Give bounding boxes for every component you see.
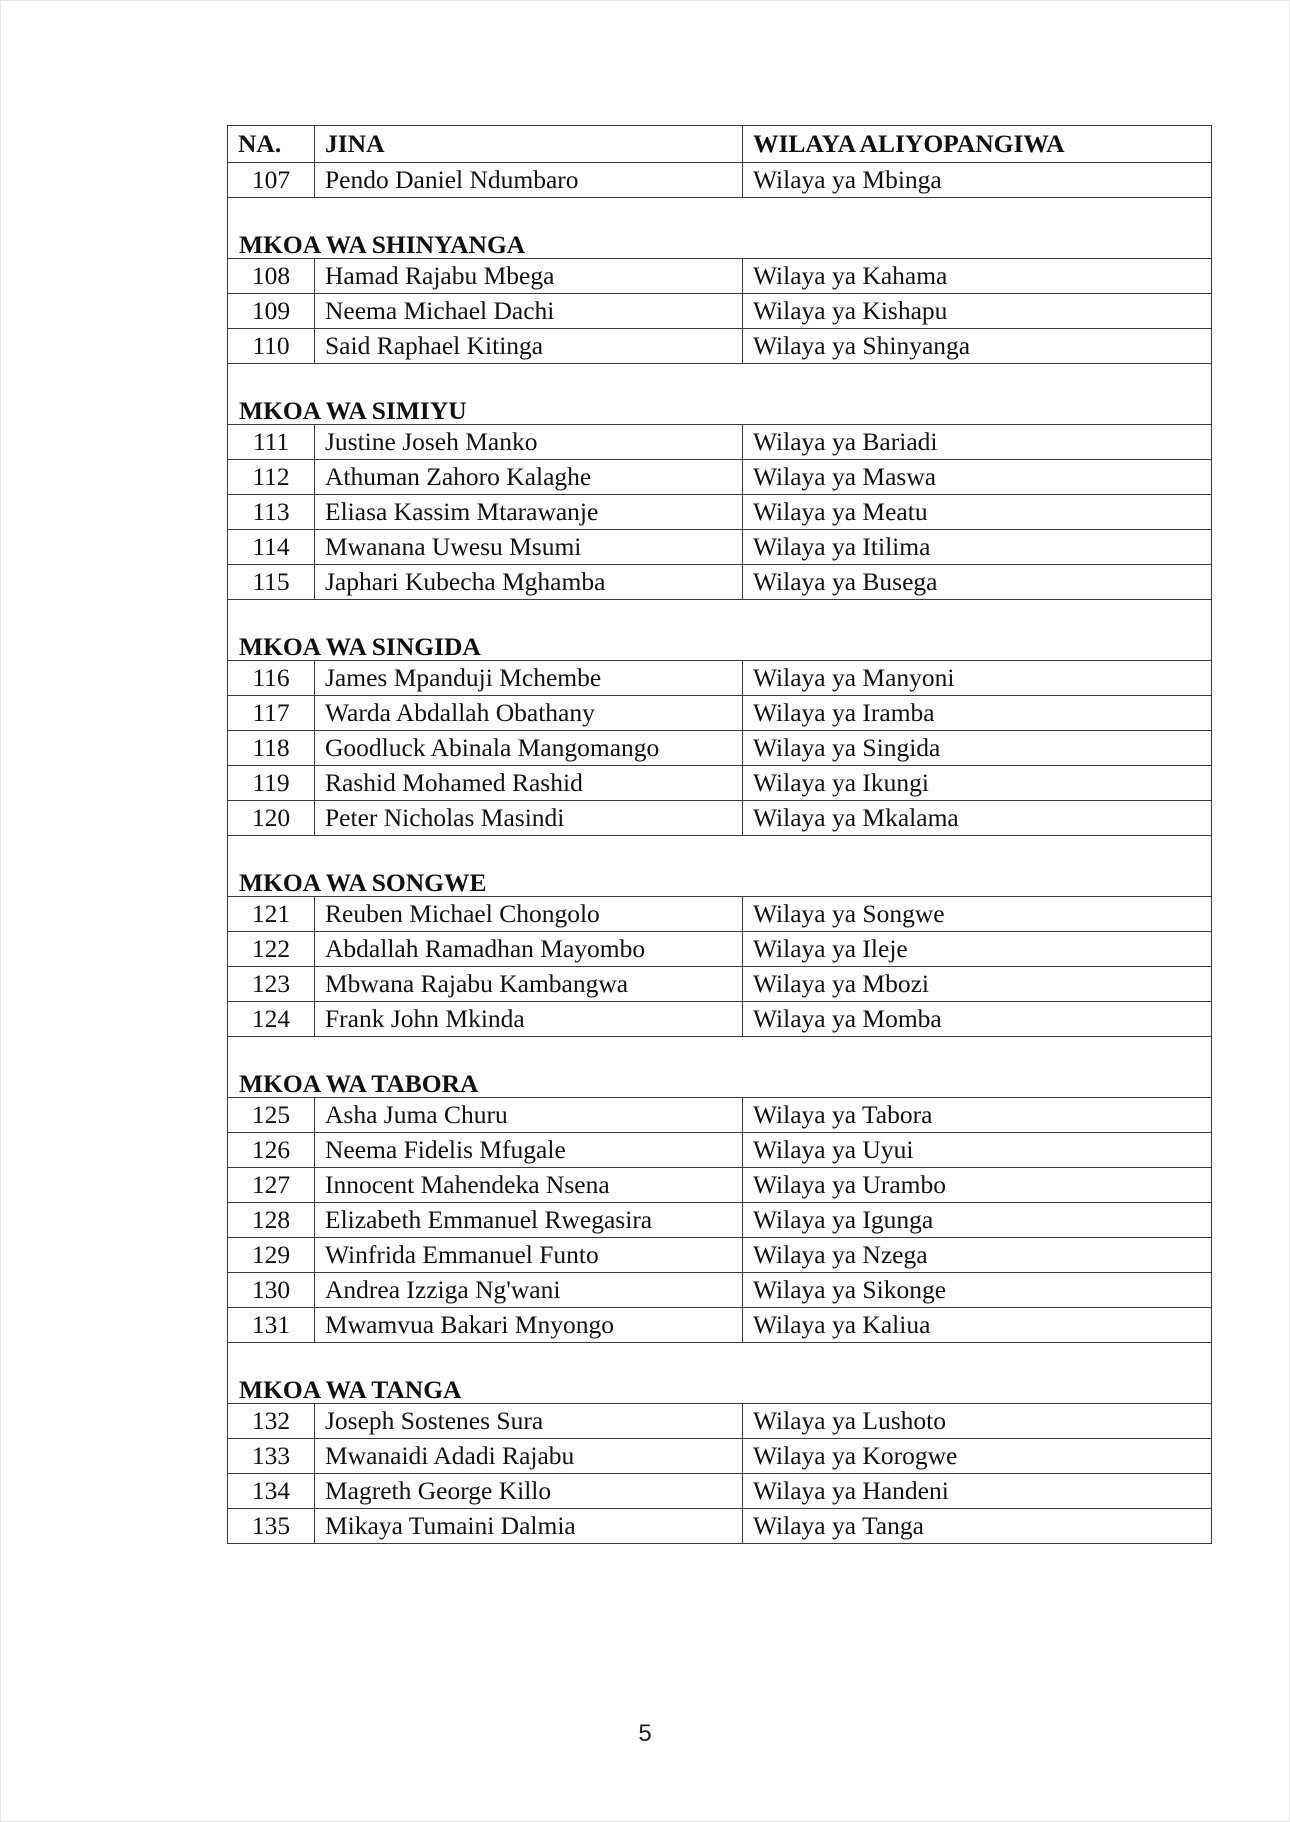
row-district: Wilaya ya Songwe <box>743 897 1212 932</box>
row-district: Wilaya ya Kaliua <box>743 1308 1212 1343</box>
row-number: 129 <box>228 1238 315 1273</box>
region-title: MKOA WA SIMIYU <box>228 364 1212 425</box>
region-row <box>228 198 1212 259</box>
row-district: Wilaya ya Itilima <box>743 530 1212 565</box>
row-name: Magreth George Killo <box>315 1474 743 1509</box>
row-district: Wilaya ya Manyoni <box>743 661 1212 696</box>
region-row <box>228 836 1212 897</box>
row-name: Said Raphael Kitinga <box>315 329 743 364</box>
table-row <box>228 1474 1212 1509</box>
row-name: Mbwana Rajabu Kambangwa <box>315 967 743 1002</box>
assignment-table <box>227 125 1212 1544</box>
table-row <box>228 967 1212 1002</box>
row-number: 111 <box>228 425 315 460</box>
row-name: Andrea Izziga Ng'wani <box>315 1273 743 1308</box>
row-district: Wilaya ya Shinyanga <box>743 329 1212 364</box>
row-name: Asha Juma Churu <box>315 1098 743 1133</box>
row-name: Mwamvua Bakari Mnyongo <box>315 1308 743 1343</box>
row-number: 118 <box>228 731 315 766</box>
row-name: Mwanana Uwesu Msumi <box>315 530 743 565</box>
table-row <box>228 696 1212 731</box>
table-row <box>228 661 1212 696</box>
row-name: Athuman Zahoro Kalaghe <box>315 460 743 495</box>
row-name: Goodluck Abinala Mangomango <box>315 731 743 766</box>
table-row <box>228 897 1212 932</box>
row-number: 125 <box>228 1098 315 1133</box>
row-district: Wilaya ya Kahama <box>743 259 1212 294</box>
table-row <box>228 801 1212 836</box>
row-district: Wilaya ya Mbinga <box>743 163 1212 198</box>
page-number: 5 <box>638 1720 652 1747</box>
row-number: 120 <box>228 801 315 836</box>
row-number: 110 <box>228 329 315 364</box>
header-wilaya: WILAYA ALIYOPANGIWA <box>743 126 1212 163</box>
row-name: Neema Michael Dachi <box>315 294 743 329</box>
table-row <box>228 294 1212 329</box>
table-row <box>228 163 1212 198</box>
table-row <box>228 1098 1212 1133</box>
row-district: Wilaya ya Ikungi <box>743 766 1212 801</box>
row-name: Abdallah Ramadhan Mayombo <box>315 932 743 967</box>
row-number: 131 <box>228 1308 315 1343</box>
row-district: Wilaya ya Mkalama <box>743 801 1212 836</box>
header-jina: JINA <box>315 126 743 163</box>
row-number: 114 <box>228 530 315 565</box>
table-row <box>228 1439 1212 1474</box>
table-row <box>228 1203 1212 1238</box>
row-district: Wilaya ya Tabora <box>743 1098 1212 1133</box>
row-name: Joseph Sostenes Sura <box>315 1404 743 1439</box>
row-name: Frank John Mkinda <box>315 1002 743 1037</box>
row-number: 132 <box>228 1404 315 1439</box>
row-number: 116 <box>228 661 315 696</box>
row-name: Mwanaidi Adadi Rajabu <box>315 1439 743 1474</box>
row-name: Neema Fidelis Mfugale <box>315 1133 743 1168</box>
row-name: Hamad Rajabu Mbega <box>315 259 743 294</box>
row-name: Japhari Kubecha Mghamba <box>315 565 743 600</box>
table-row <box>228 329 1212 364</box>
row-number: 121 <box>228 897 315 932</box>
row-number: 112 <box>228 460 315 495</box>
row-number: 123 <box>228 967 315 1002</box>
row-number: 126 <box>228 1133 315 1168</box>
row-number: 133 <box>228 1439 315 1474</box>
table-row <box>228 766 1212 801</box>
row-number: 109 <box>228 294 315 329</box>
row-number: 115 <box>228 565 315 600</box>
table-body <box>228 163 1212 1544</box>
row-number: 128 <box>228 1203 315 1238</box>
row-district: Wilaya ya Sikonge <box>743 1273 1212 1308</box>
region-title: MKOA WA TANGA <box>228 1343 1212 1404</box>
table-row <box>228 460 1212 495</box>
table-row <box>228 1273 1212 1308</box>
row-district: Wilaya ya Lushoto <box>743 1404 1212 1439</box>
row-district: Wilaya ya Busega <box>743 565 1212 600</box>
row-district: Wilaya ya Korogwe <box>743 1439 1212 1474</box>
row-number: 117 <box>228 696 315 731</box>
row-number: 107 <box>228 163 315 198</box>
row-number: 130 <box>228 1273 315 1308</box>
row-name: Winfrida Emmanuel Funto <box>315 1238 743 1273</box>
table-row <box>228 1238 1212 1273</box>
region-row <box>228 1037 1212 1098</box>
row-district: Wilaya ya Bariadi <box>743 425 1212 460</box>
table-row <box>228 932 1212 967</box>
table-row <box>228 495 1212 530</box>
row-number: 108 <box>228 259 315 294</box>
row-number: 124 <box>228 1002 315 1037</box>
row-name: Eliasa Kassim Mtarawanje <box>315 495 743 530</box>
row-name: Elizabeth Emmanuel Rwegasira <box>315 1203 743 1238</box>
row-number: 119 <box>228 766 315 801</box>
row-number: 122 <box>228 932 315 967</box>
table-row <box>228 565 1212 600</box>
row-name: James Mpanduji Mchembe <box>315 661 743 696</box>
row-number: 127 <box>228 1168 315 1203</box>
row-name: Reuben Michael Chongolo <box>315 897 743 932</box>
region-title: MKOA WA SHINYANGA <box>228 198 1212 259</box>
row-district: Wilaya ya Meatu <box>743 495 1212 530</box>
table-row <box>228 1002 1212 1037</box>
header-row <box>228 126 1212 163</box>
table-row <box>228 1133 1212 1168</box>
row-district: Wilaya ya Iramba <box>743 696 1212 731</box>
region-row <box>228 1343 1212 1404</box>
row-district: Wilaya ya Igunga <box>743 1203 1212 1238</box>
row-name: Peter Nicholas Masindi <box>315 801 743 836</box>
table-row <box>228 731 1212 766</box>
row-number: 134 <box>228 1474 315 1509</box>
table-row <box>228 1168 1212 1203</box>
row-district: Wilaya ya Nzega <box>743 1238 1212 1273</box>
table-row <box>228 530 1212 565</box>
row-district: Wilaya ya Maswa <box>743 460 1212 495</box>
row-name: Warda Abdallah Obathany <box>315 696 743 731</box>
row-district: Wilaya ya Ileje <box>743 932 1212 967</box>
region-row <box>228 364 1212 425</box>
row-number: 135 <box>228 1509 315 1544</box>
row-district: Wilaya ya Mbozi <box>743 967 1212 1002</box>
table-header <box>228 126 1212 163</box>
region-title: MKOA WA SONGWE <box>228 836 1212 897</box>
row-name: Mikaya Tumaini Dalmia <box>315 1509 743 1544</box>
table-row <box>228 1509 1212 1544</box>
table-row <box>228 259 1212 294</box>
row-district: Wilaya ya Singida <box>743 731 1212 766</box>
row-name: Rashid Mohamed Rashid <box>315 766 743 801</box>
row-district: Wilaya ya Momba <box>743 1002 1212 1037</box>
row-name: Innocent Mahendeka Nsena <box>315 1168 743 1203</box>
row-number: 113 <box>228 495 315 530</box>
row-district: Wilaya ya Tanga <box>743 1509 1212 1544</box>
region-title: MKOA WA TABORA <box>228 1037 1212 1098</box>
table-row <box>228 1308 1212 1343</box>
region-row <box>228 600 1212 661</box>
table-row <box>228 425 1212 460</box>
header-na: NA. <box>228 126 315 163</box>
row-district: Wilaya ya Handeni <box>743 1474 1212 1509</box>
row-name: Justine Joseh Manko <box>315 425 743 460</box>
table-row <box>228 1404 1212 1439</box>
row-name: Pendo Daniel Ndumbaro <box>315 163 743 198</box>
row-district: Wilaya ya Uyui <box>743 1133 1212 1168</box>
row-district: Wilaya ya Kishapu <box>743 294 1212 329</box>
region-title: MKOA WA SINGIDA <box>228 600 1212 661</box>
row-district: Wilaya ya Urambo <box>743 1168 1212 1203</box>
